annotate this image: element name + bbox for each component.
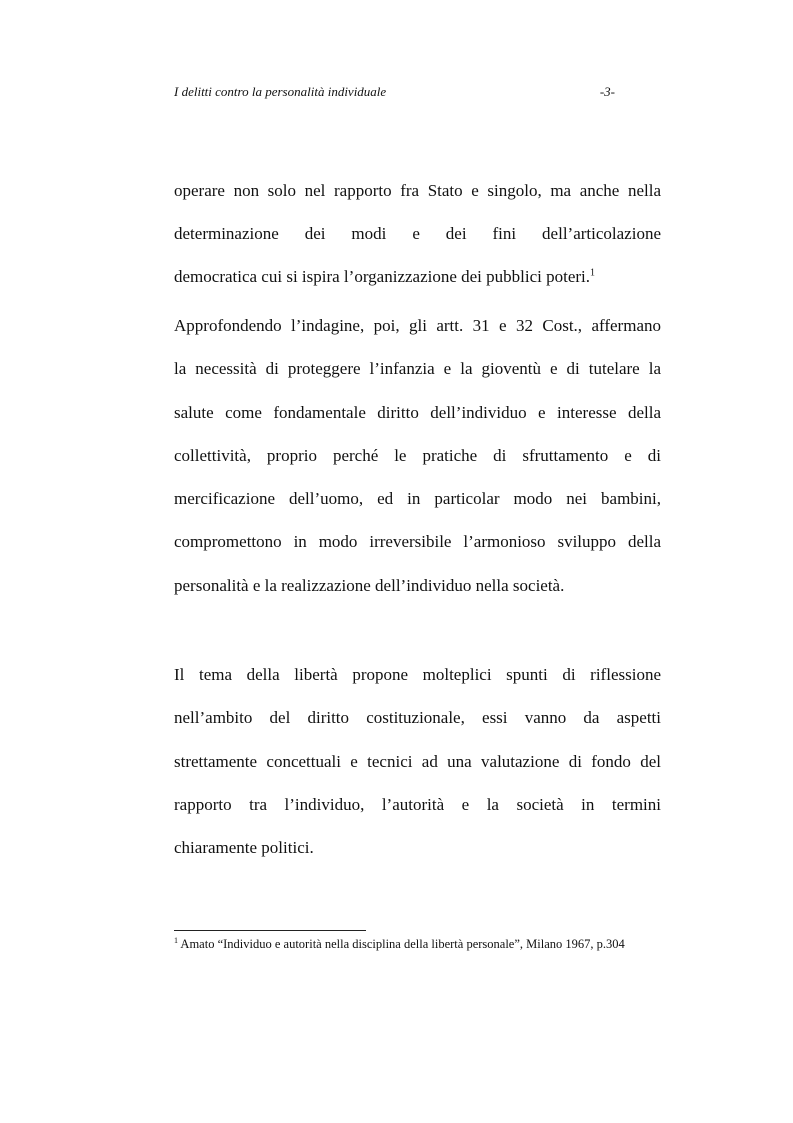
text-line: determinazione dei modi e dei fini dell’articolazione [174,224,661,243]
running-header [174,84,615,104]
text-line: mercificazione dell’uomo, ed in particolar modo nei bambini, [174,489,661,509]
text-line: personalità e la realizzazione dell’individuo nella società. [174,575,565,595]
footnote [174,936,674,952]
text-line: operare non solo nel rapporto fra Stato e singolo, ma anche nella [174,181,661,200]
footnote-text: Amato “Individuo e autorità nella disciplina della libertà personale”, Milano 1967, p.304 [178,937,625,951]
footnote-separator [174,930,366,931]
text-line: compromettono in modo irreversibile l’armonioso sviluppo della [174,532,661,552]
header-title: I delitti contro la personalità individuale [174,84,387,99]
text-line: rapporto tra l’individuo, l’autorità e la società in termini [174,794,661,814]
page-number: -3- [599,84,615,99]
text-line: Approfondendo l’indagine, poi, gli artt. 31 e 32 Cost., affermano [174,316,661,335]
paragraph-1 [174,181,661,287]
text-line-content: democratica cui si ispira l’organizzazione dei pubblici poteri. [174,267,591,286]
text-line: la necessità di proteggere l’infanzia e la gioventù e di tutelare la [174,359,661,379]
footnote-ref[interactable]: 1 [590,267,596,279]
paragraph-2 [174,316,661,596]
paragraph-3 [174,665,661,858]
text-line: chiaramente politici. [174,838,314,857]
footnote-number: 1 [174,935,178,945]
text-line: strettamente concettuali e tecnici ad una valutazione di fondo del [174,751,661,771]
text-line [174,267,661,287]
text-line: salute come fondamentale diritto dell’individuo e interesse della [174,402,661,422]
text-line: nell’ambito del diritto costituzionale, essi vanno da aspetti [174,708,661,728]
text-line: Il tema della libertà propone molteplici spunti di riflessione [174,665,661,684]
text-line: collettività, proprio perché le pratiche di sfruttamento e di [174,445,661,465]
